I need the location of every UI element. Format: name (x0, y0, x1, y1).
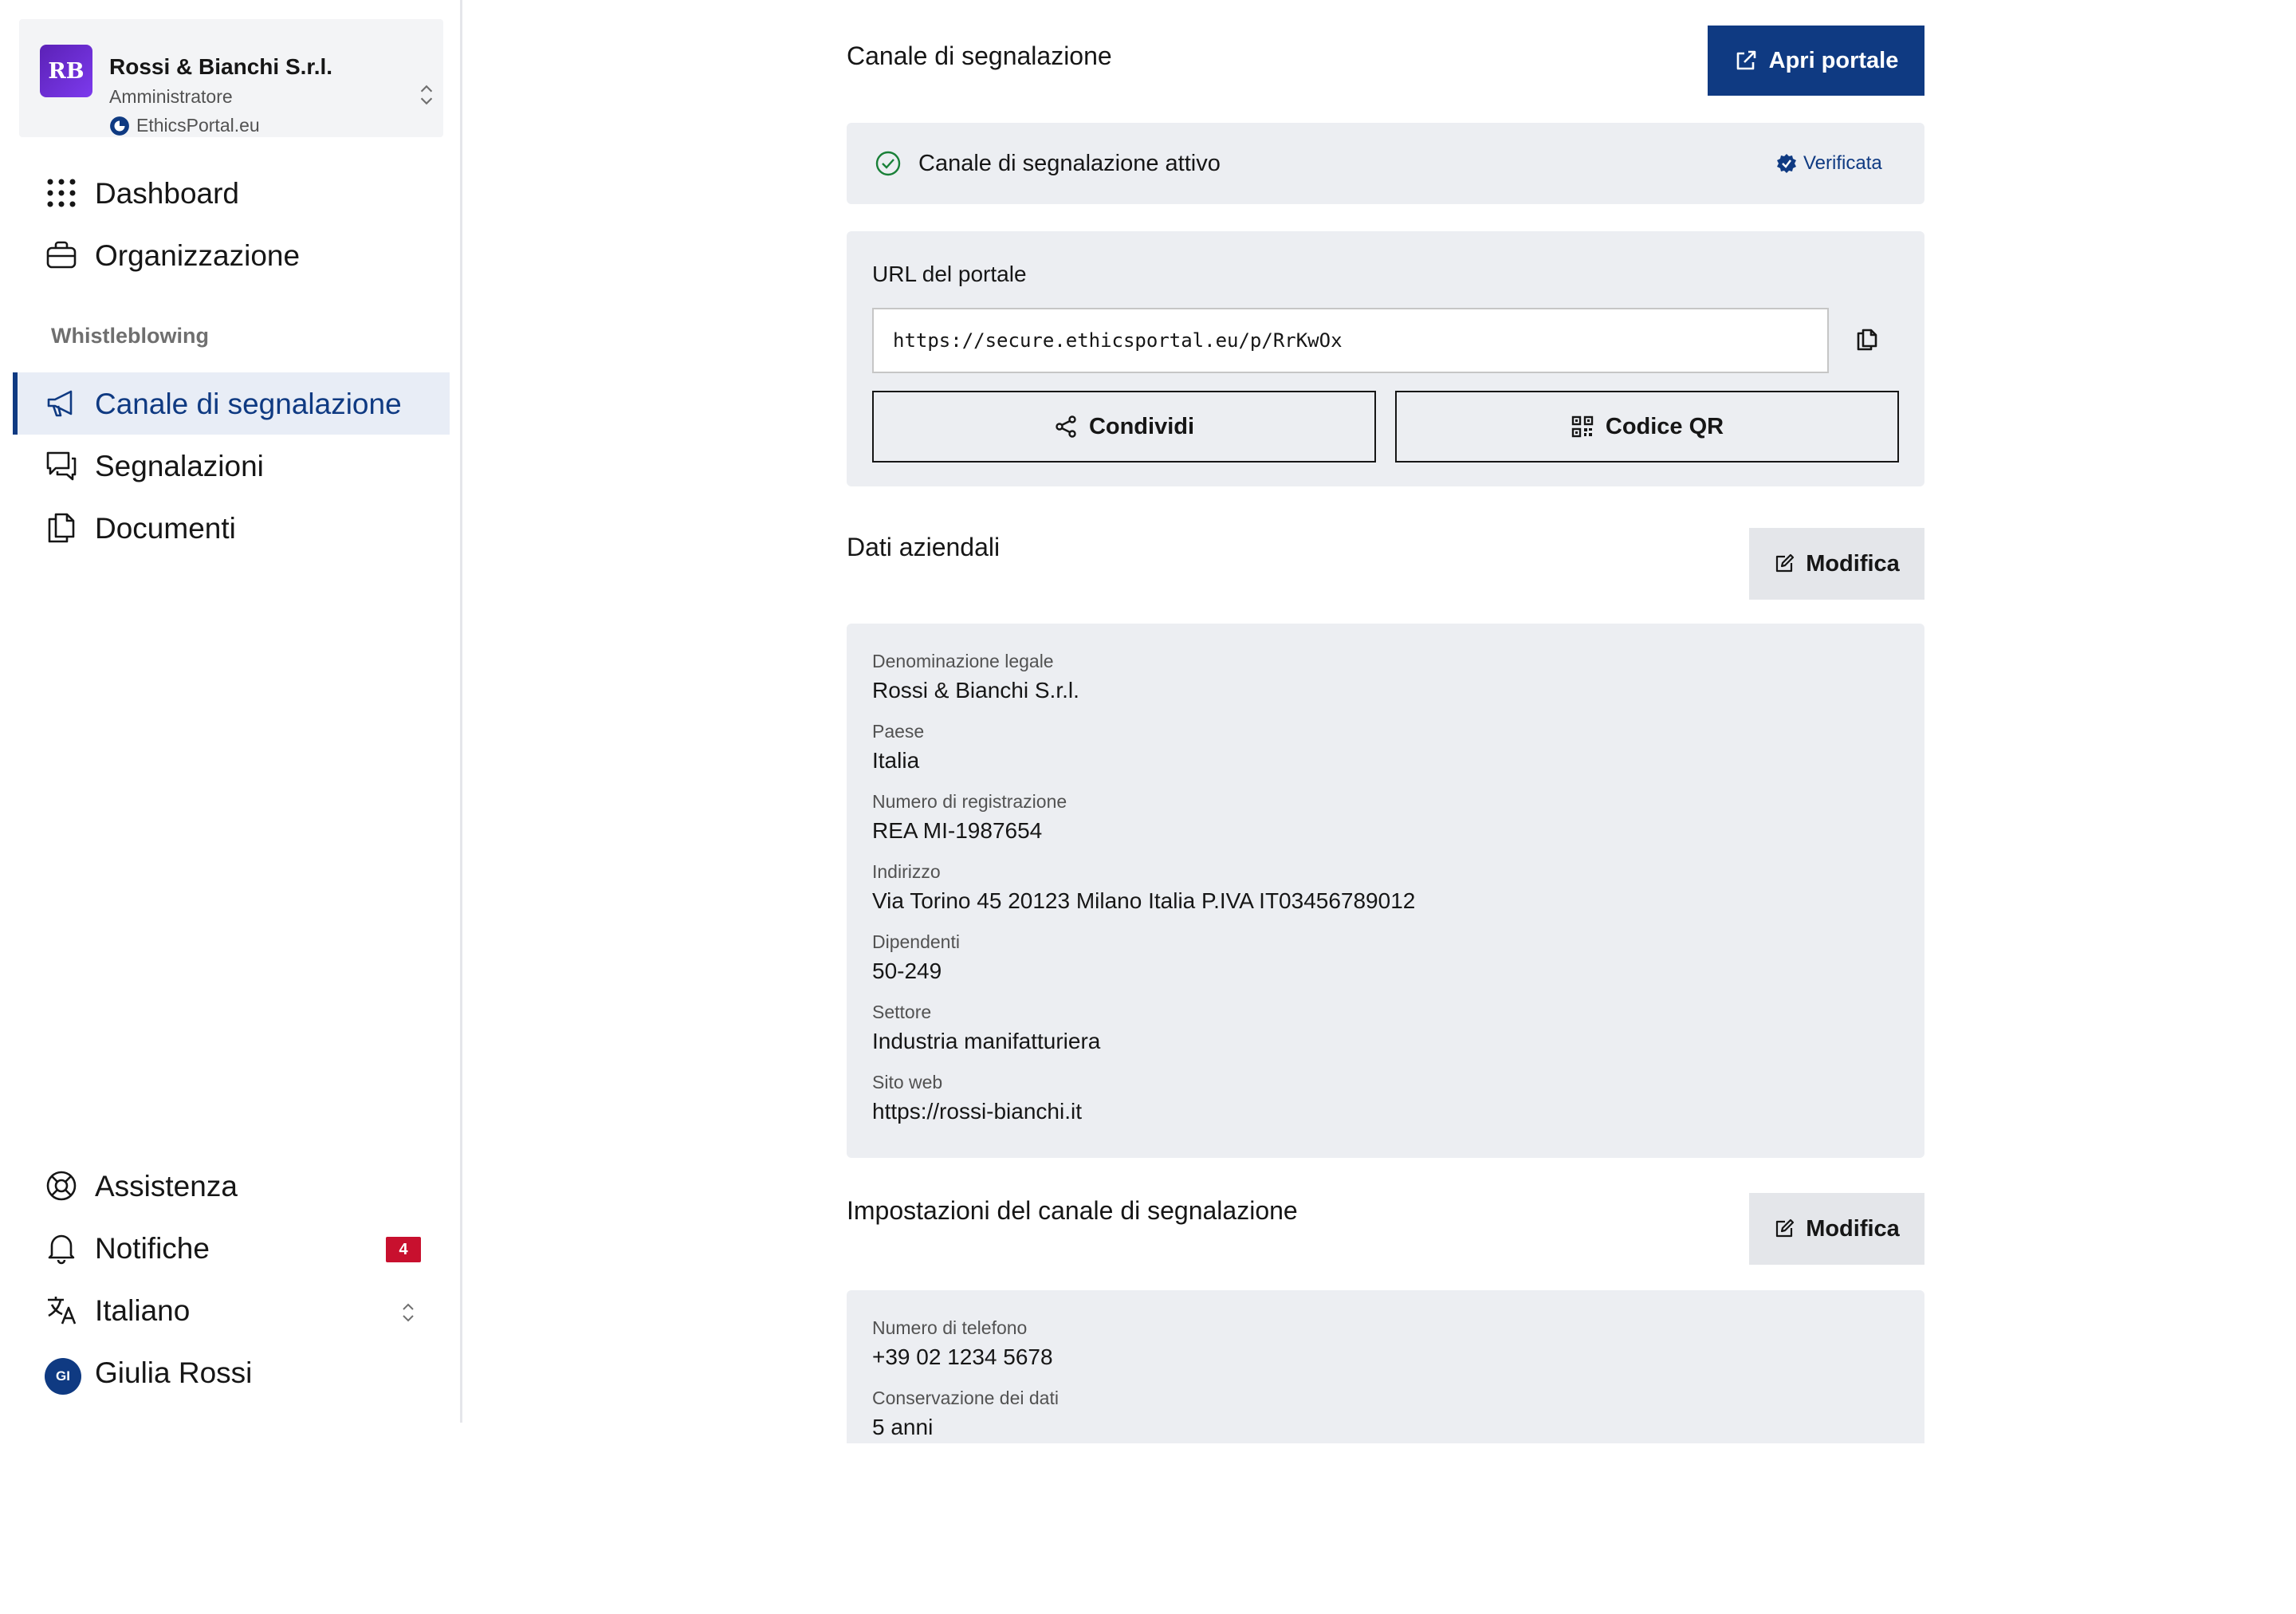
sidebar-item-label: Organizzazione (95, 239, 301, 272)
qr-code-label: Codice QR (1605, 413, 1724, 439)
verified-label: Verificata (1803, 152, 1882, 174)
documents-icon (45, 511, 78, 545)
sidebar-item-label: Notifiche (95, 1232, 210, 1265)
chevron-up-down-icon (400, 1301, 416, 1324)
org-switcher[interactable] (19, 19, 443, 137)
sidebar-item-organization[interactable] (13, 224, 450, 286)
field-value: 50-249 (872, 959, 942, 983)
sidebar (0, 0, 462, 1423)
qr-code-icon (1571, 415, 1594, 439)
verified-seal-icon (1776, 153, 1797, 174)
field-label: Denominazione legale (872, 651, 1054, 671)
bell-icon (45, 1231, 78, 1265)
field-label: Conservazione dei dati (872, 1388, 1059, 1408)
company-data-card (847, 624, 1924, 1158)
portal-url-label: URL del portale (872, 262, 1027, 286)
chevron-up-down-icon (418, 83, 435, 107)
check-circle-icon (875, 151, 901, 176)
edit-channel-settings-button[interactable] (1749, 1193, 1924, 1265)
edit-icon (1774, 1218, 1795, 1239)
field-value: Industria manifatturiera (872, 1029, 1101, 1053)
channel-status-card (847, 123, 1924, 204)
field-value: Italia (872, 748, 920, 773)
sidebar-section-label: Whistleblowing (51, 324, 209, 348)
org-avatar: RB (40, 45, 92, 97)
share-icon (1054, 415, 1078, 439)
field-label: Settore (872, 1002, 932, 1022)
sidebar-item-label: Italiano (95, 1294, 191, 1327)
megaphone-icon (45, 387, 78, 420)
lifebuoy-icon (45, 1169, 78, 1203)
field-label: Indirizzo (872, 861, 941, 882)
share-label: Condividi (1088, 413, 1195, 439)
sidebar-item-label: Documenti (95, 512, 236, 545)
field-label: Numero di registrazione (872, 791, 1067, 812)
sidebar-item-documents[interactable] (13, 497, 450, 559)
org-name: Rossi & Bianchi S.r.l. (109, 54, 333, 79)
sidebar-item-reporting-channel[interactable] (13, 372, 450, 435)
copy-icon (1854, 325, 1881, 352)
sidebar-item-reports[interactable] (13, 435, 450, 497)
notifications-count-badge: 4 (386, 1237, 421, 1262)
channel-settings-card (847, 1290, 1924, 1443)
qr-code-button[interactable] (1395, 391, 1899, 463)
sidebar-item-support[interactable] (13, 1155, 450, 1217)
share-button[interactable] (872, 391, 1376, 463)
edit-company-button[interactable] (1749, 528, 1924, 600)
field-value: Rossi & Bianchi S.r.l. (872, 678, 1079, 703)
translate-icon (45, 1293, 78, 1327)
channel-settings-title: Impostazioni del canale di segnalazione (847, 1196, 1298, 1225)
sidebar-item-notifications[interactable] (13, 1217, 450, 1279)
sidebar-item-label: Segnalazioni (95, 450, 264, 482)
user-avatar: GI (45, 1358, 81, 1395)
channel-status-text: Canale di segnalazione attivo (918, 151, 1221, 176)
field-value: REA MI-1987654 (872, 818, 1043, 843)
sidebar-item-label: Dashboard (95, 177, 240, 210)
field-value: 5 anni (872, 1415, 934, 1439)
field-value: +39 02 1234 5678 (872, 1344, 1053, 1369)
field-label: Dipendenti (872, 931, 960, 952)
portal-url-card (847, 231, 1924, 486)
field-label: Numero di telefono (872, 1317, 1028, 1338)
org-brand (109, 115, 260, 136)
org-role: Amministratore (109, 86, 233, 107)
field-value: Via Torino 45 20123 Milano Italia P.IVA IT03456789012 (872, 888, 1416, 913)
briefcase-icon (45, 238, 78, 272)
external-link-icon (1734, 49, 1758, 73)
sidebar-item-dashboard[interactable] (13, 162, 450, 224)
field-label: Paese (872, 721, 925, 742)
sidebar-item-label: Canale di segnalazione (95, 388, 402, 420)
edit-icon (1774, 553, 1795, 574)
field-label: Sito web (872, 1072, 943, 1092)
edit-label: Modifica (1806, 550, 1900, 577)
portal-url-input[interactable] (872, 308, 1829, 373)
open-portal-button[interactable] (1708, 26, 1924, 96)
grid-dots-icon (45, 176, 78, 210)
copy-url-button[interactable] (1850, 322, 1885, 357)
sidebar-item-label: Assistenza (95, 1170, 238, 1203)
org-brand-label: EthicsPortal.eu (136, 115, 260, 136)
reporting-channel-title: Canale di segnalazione (847, 41, 1112, 70)
sidebar-item-language[interactable] (13, 1279, 450, 1341)
chat-bubbles-icon (45, 449, 78, 482)
open-portal-label: Apri portale (1768, 47, 1899, 73)
user-name: Giulia Rossi (95, 1356, 253, 1389)
ethicsportal-logo-icon (109, 116, 130, 136)
website-link[interactable]: https://rossi-bianchi.it (872, 1099, 1082, 1124)
company-data-title: Dati aziendali (847, 533, 1001, 561)
edit-label: Modifica (1806, 1215, 1900, 1242)
verified-badge (1776, 152, 1882, 175)
